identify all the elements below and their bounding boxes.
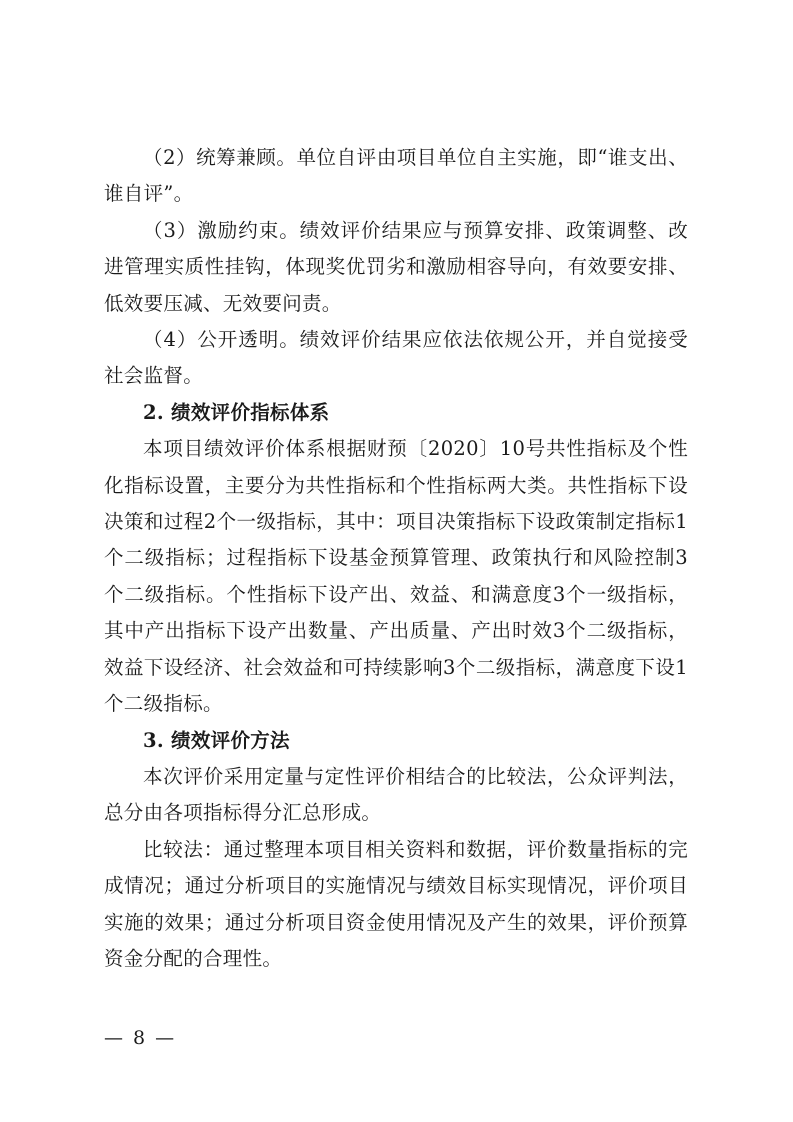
indicator-system-paragraph: 本项目绩效评价体系根据财预〔2020〕10号共性指标及个性化指标设置，主要分为共性指标和个性指标两大类。共性指标下设决策和过程2个一级指标，其中：项目决策指标下设政策制定指标1个二级指标；过程指标下设基金预算管理、政策执行和风险控制3个二级指标。个性指标下设产出、效益、和满意度3个一级指标，其中产出指标下设产出数量、产出质量、产出时效3个二级指标，效益下设经济、社会效益和可持续影响3个二级指标，满意度下设1个二级指标。 xyxy=(104,437,688,716)
principle-paragraph-coordination: （2）统筹兼顾。单位自评由项目单位自主实施，即“谁支出、谁自评”。 xyxy=(104,146,688,206)
document-body xyxy=(104,140,688,977)
section-heading-indicator-system: 2. 绩效评价指标体系 xyxy=(143,400,330,424)
section-heading-evaluation-method: 3. 绩效评价方法 xyxy=(143,728,290,752)
page-number: — 8 — xyxy=(104,1027,177,1049)
comparison-method-paragraph: 比较法：通过整理本项目相关资料和数据，评价数量指标的完成情况；通过分析项目的实施情况与绩效目标实现情况，评价项目实施的效果；通过分析项目资金使用情况及产生的效果，评价预算资金分配的合理性。 xyxy=(104,837,688,970)
evaluation-method-paragraph: 本次评价采用定量与定性评价相结合的比较法，公众评判法，总分由各项指标得分汇总形成。 xyxy=(104,764,688,825)
principle-paragraph-incentive: （3）激励约束。绩效评价结果应与预算安排、政策调整、改进管理实质性挂钩，体现奖优罚劣和激励相容导向，有效要安排、低效要压减、无效要问责。 xyxy=(104,218,688,315)
principle-paragraph-transparency: （4）公开透明。绩效评价结果应依法依规公开，并自觉接受社会监督。 xyxy=(104,328,688,388)
